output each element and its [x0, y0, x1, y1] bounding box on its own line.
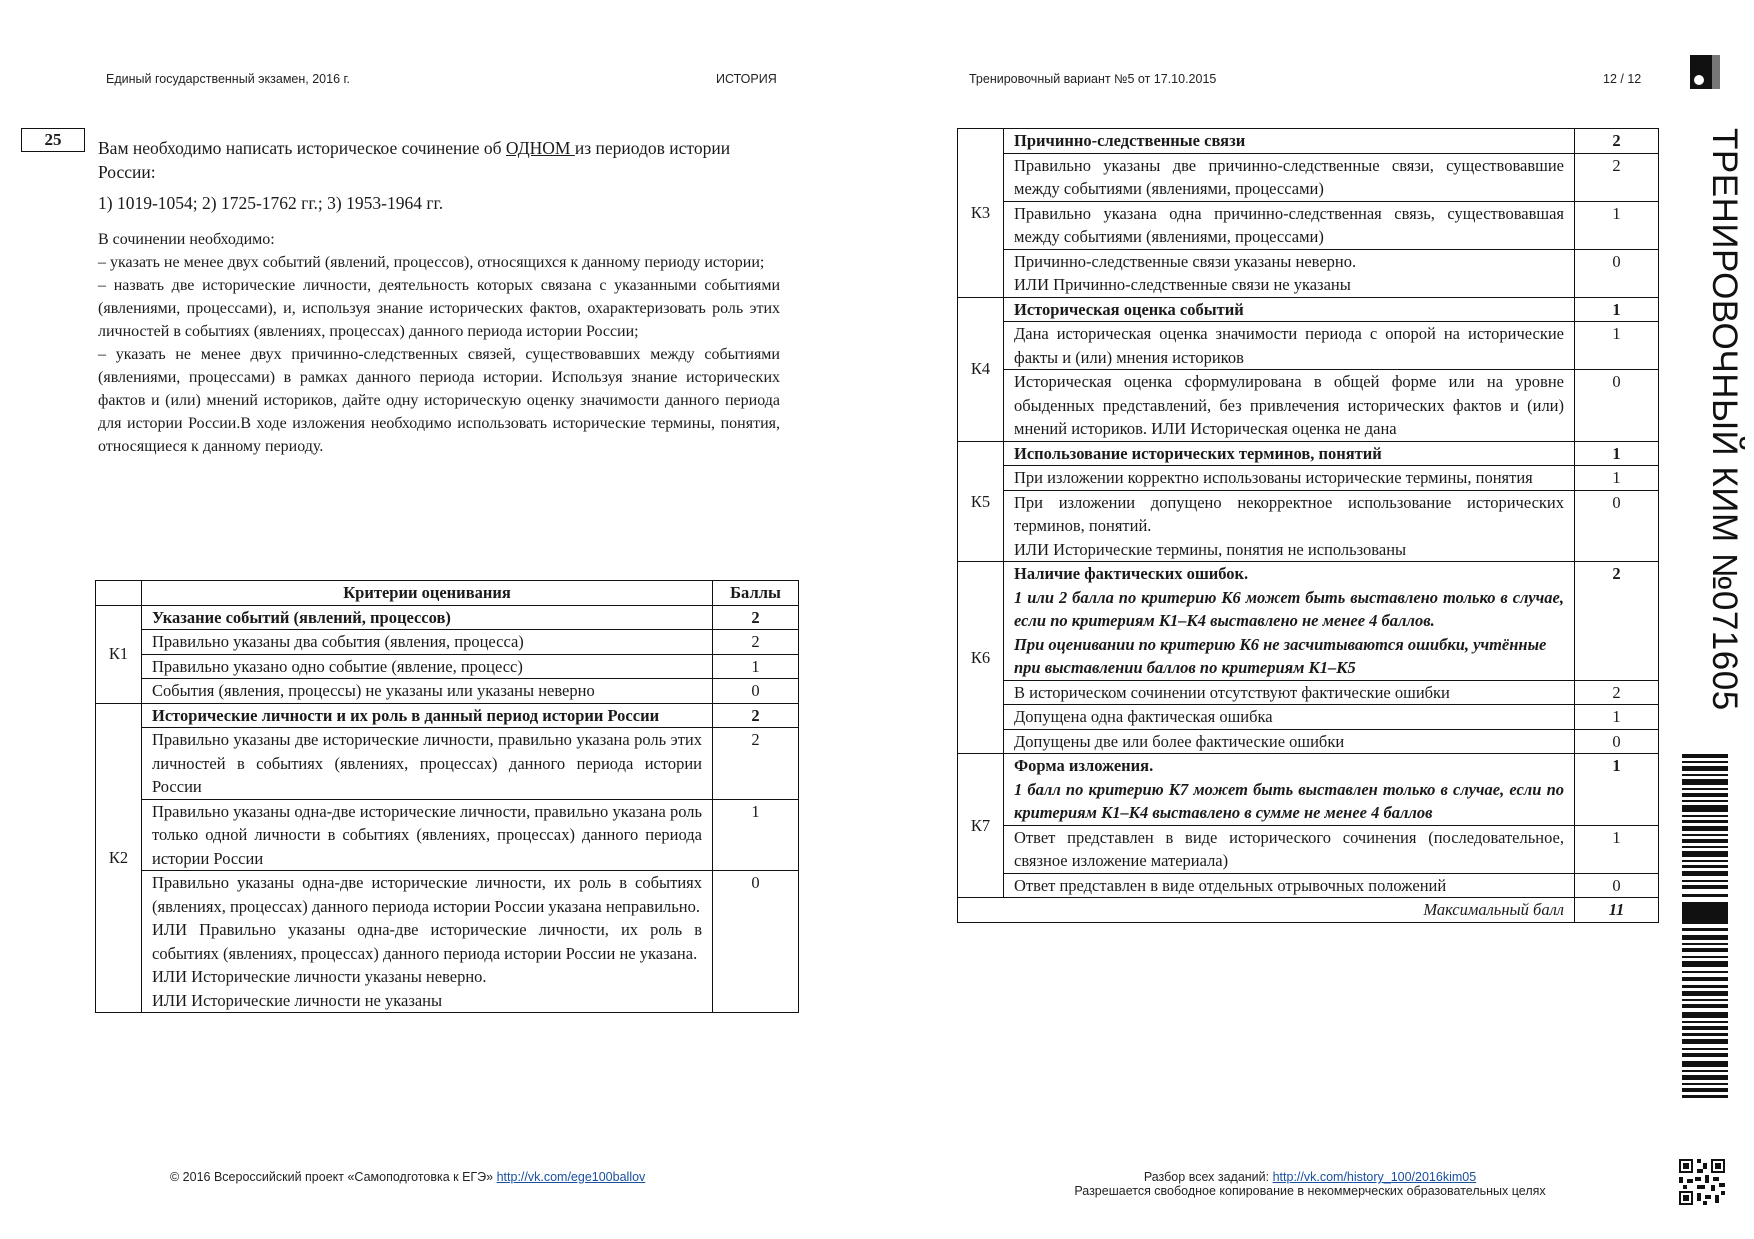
footer-left — [170, 1170, 645, 1184]
task-requirements — [98, 228, 780, 458]
criterion-description: Историческая оценка сформулирована в общей форме или на уровне обыденных представлений, без привлечения исторических фактов и (или) мнений историков. ИЛИ Историческая оценка не дана — [1004, 370, 1575, 442]
criterion-description — [142, 871, 713, 1013]
criterion-code: К2 — [96, 703, 142, 1013]
criterion-description: Допущена одна фактическая ошибка — [1004, 705, 1575, 730]
criterion-code: К6 — [958, 562, 1004, 754]
criterion-max-points: 1 — [1575, 441, 1659, 466]
criterion-description: Правильно указана одна причинно-следственная связь, существовавшая между событиями (явлениями, процессами) — [1004, 201, 1575, 249]
criterion-points: 0 — [1575, 873, 1659, 898]
criterion-code: К7 — [958, 754, 1004, 898]
table-row — [958, 729, 1659, 754]
table-row — [96, 728, 799, 800]
criterion-description: В историческом сочинении отсутствуют фактические ошибки — [1004, 680, 1575, 705]
table-row — [96, 871, 799, 1013]
total-value: 11 — [1575, 898, 1659, 923]
criterion-points: 1 — [1575, 825, 1659, 873]
criterion-title: Наличие фактических ошибок. — [1014, 564, 1249, 583]
total-label: Максимальный балл — [958, 898, 1575, 923]
criterion-description: Ответ представлен в виде исторического сочинения (последовательное, связное изложение материала) — [1004, 825, 1575, 873]
criterion-points: 0 — [1575, 370, 1659, 442]
criterion-title: Исторические личности и их роль в данный период истории России — [142, 703, 713, 728]
requirement-item: – указать не менее двух причинно-следственных связей, существовавших между событиями (явлениями, процессами) в рамках данного периода истории. Используя знание исторических фактов и (или) мнений историков, дайте одну историческую оценку значимости данного периода для истории России.В ходе изложения необходимо использовать исторические термины, понятия, относящиеся к данному периоду. — [98, 346, 780, 455]
criterion-note: 1 или 2 балла по критерию К6 может быть выставлено только в случае, если по критериям К1–К4 выставлено не менее 4 баллов. — [1014, 587, 1564, 630]
criterion-max-points: 1 — [1575, 297, 1659, 322]
table-row — [958, 129, 1659, 154]
intro-underlined: ОДНОМ — [505, 138, 575, 158]
task-statement — [98, 137, 780, 216]
table-row — [96, 654, 799, 679]
total-row — [958, 898, 1659, 923]
criterion-max-points: 1 — [1575, 754, 1659, 826]
criterion-points: 2 — [713, 728, 799, 800]
table-row — [958, 680, 1659, 705]
criterion-points: 0 — [1575, 249, 1659, 297]
table-row — [96, 630, 799, 655]
barcode-icon — [1682, 752, 1728, 1100]
criterion-points: 1 — [713, 799, 799, 871]
task-number: 25 — [21, 128, 85, 152]
table-row — [958, 249, 1659, 297]
criterion-description: События (явления, процессы) не указаны или указаны неверно — [142, 679, 713, 704]
criterion-code: К4 — [958, 297, 1004, 441]
criterion-points: 1 — [713, 654, 799, 679]
criterion-title: Указание событий (явлений, процессов) — [142, 605, 713, 630]
criterion-description: Правильно указаны две причинно-следственные связи, существовавшие между событиями (явлениями, процессами) — [1004, 153, 1575, 201]
table-row — [958, 490, 1659, 562]
criterion-title-cell — [1004, 754, 1575, 826]
table-row — [958, 466, 1659, 491]
criterion-points: 1 — [1575, 201, 1659, 249]
criterion-title: Использование исторических терминов, понятий — [1004, 441, 1575, 466]
table-row — [958, 873, 1659, 898]
intro-text-end: из периодов истории России: — [98, 138, 731, 182]
criterion-description: Правильно указаны два события (явления, процесса) — [142, 630, 713, 655]
criterion-code: К1 — [96, 605, 142, 703]
table-row — [958, 754, 1659, 826]
criterion-points: 0 — [1575, 490, 1659, 562]
description-line: Причинно-следственные связи указаны неверно. — [1014, 251, 1357, 271]
table-row — [958, 297, 1659, 322]
criterion-points: 1 — [1575, 705, 1659, 730]
table-row — [958, 705, 1659, 730]
footer-analysis — [1030, 1170, 1590, 1184]
criterion-description: При изложении корректно использованы исторические термины, понятия — [1004, 466, 1575, 491]
criterion-title: Причинно-следственные связи — [1004, 129, 1575, 154]
description-line: ИЛИ Исторические личности не указаны — [152, 990, 443, 1010]
criterion-points: 0 — [1575, 729, 1659, 754]
requirement-item: – назвать две исторические личности, деятельность которых связана с указанными событиями (явлениями, процессами), и, используя знание исторических фактов, охарактеризовать роль этих личностей в событиях (явлениях, процессах) данного периода истории России; — [98, 277, 780, 340]
table-header-criteria: Критерии оценивания — [142, 581, 713, 606]
table-row — [958, 153, 1659, 201]
vertical-title-text: ТРЕНИРОВОЧНЫЙ КИМ №071605 — [1705, 128, 1744, 711]
criterion-points: 2 — [1575, 680, 1659, 705]
task-periods: 1) 1019-1054; 2) 1725-1762 гг.; 3) 1953-1964 гг. — [98, 193, 444, 213]
criterion-max-points: 2 — [1575, 129, 1659, 154]
requirement-item: – указать не менее двух событий (явлений, процессов), относящихся к данному периоду истории; — [98, 254, 765, 271]
header-variant: Тренировочный вариант №5 от 17.10.2015 — [969, 72, 1217, 86]
criterion-max-points: 2 — [713, 703, 799, 728]
criterion-points: 0 — [713, 871, 799, 1013]
criterion-description: Допущены две или более фактические ошибки — [1004, 729, 1575, 754]
table-row — [958, 201, 1659, 249]
criterion-points: 2 — [713, 630, 799, 655]
criterion-description — [1004, 249, 1575, 297]
table-row — [96, 605, 799, 630]
footer-license-note: Разрешается свободное копирование в некоммерческих образовательных целях — [1074, 1184, 1546, 1198]
criterion-description: Ответ представлен в виде отдельных отрывочных положений — [1004, 873, 1575, 898]
criterion-note: При оценивании по критерию К6 не засчитываются ошибки, учтённые при выставлении баллов по критериям К1–К5 — [1014, 634, 1547, 677]
table-row — [96, 799, 799, 871]
footer-analysis-label: Разбор всех заданий: — [1143, 1170, 1273, 1184]
criterion-points: 2 — [1575, 153, 1659, 201]
description-line: ИЛИ Правильно указаны одна-две исторические личности, их роль в событиях (явлениях, процессах) данного периода истории России не указана. — [152, 920, 702, 963]
header-subject: ИСТОРИЯ — [716, 72, 777, 86]
criterion-max-points: 2 — [1575, 562, 1659, 681]
logo-icon — [1690, 55, 1720, 89]
criteria-table-right — [957, 128, 1659, 923]
criterion-description: Правильно указаны одна-две исторические личности, правильно указана роль только одной личности в событиях (явлениях, процессах) данного периода истории России — [142, 799, 713, 871]
description-line: ИЛИ Исторические термины, понятия не использованы — [1014, 539, 1407, 559]
side-vertical-title — [1702, 128, 1742, 718]
criterion-title: Историческая оценка событий — [1004, 297, 1575, 322]
criteria-table-left — [95, 580, 799, 1013]
criterion-note: 1 балл по критерию К7 может быть выставлен только в случае, если по критериям К1–К4 выставлено в сумме не менее 4 баллов — [1014, 779, 1564, 822]
criterion-points: 1 — [1575, 322, 1659, 370]
description-line: Правильно указаны одна-две исторические личности, их роль в событиях (явлениях, процессах) данного периода истории России указана неправильно. — [152, 873, 702, 916]
footer-link-history100[interactable]: http://vk.com/history_100/2016kim05 — [1272, 1170, 1477, 1184]
criterion-title: Форма изложения. — [1014, 756, 1154, 775]
criterion-description — [1004, 490, 1575, 562]
description-line: ИЛИ Исторические личности указаны неверно. — [152, 967, 487, 986]
criterion-code: К3 — [958, 129, 1004, 298]
criterion-title-cell — [1004, 562, 1575, 681]
criterion-description: Правильно указаны две исторические личности, правильно указана роль этих личностей в событиях (явлениях, процессах) данного периода истории России — [142, 728, 713, 800]
table-header-points: Баллы — [713, 581, 799, 606]
description-line: При изложении допущено некорректное использование исторических терминов, понятий. — [1014, 492, 1564, 535]
criterion-description: Правильно указано одно событие (явление, процесс) — [142, 654, 713, 679]
criterion-description: Дана историческая оценка значимости периода с опорой на исторические факты и (или) мнения историков — [1004, 322, 1575, 370]
table-row — [958, 370, 1659, 442]
task-intro — [98, 137, 780, 184]
table-row — [958, 441, 1659, 466]
footer-right — [1030, 1170, 1590, 1198]
criterion-max-points: 2 — [713, 605, 799, 630]
footer-copyright: © 2016 Всероссийский проект «Самоподготовка к ЕГЭ» — [170, 1170, 497, 1184]
description-line: ИЛИ Причинно-следственные связи не указаны — [1014, 275, 1351, 294]
requirements-title: В сочинении необходимо: — [98, 231, 275, 248]
criterion-points: 0 — [713, 679, 799, 704]
qr-code-icon — [1677, 1157, 1727, 1207]
intro-text: Вам необходимо написать историческое сочинение об — [98, 138, 506, 158]
criterion-code: К5 — [958, 441, 1004, 562]
table-row — [96, 679, 799, 704]
table-row — [958, 322, 1659, 370]
header-page-number: 12 / 12 — [1603, 72, 1642, 86]
footer-link-ege100ballov[interactable]: http://vk.com/ege100ballov — [496, 1170, 646, 1184]
table-row — [958, 825, 1659, 873]
criterion-points: 1 — [1575, 466, 1659, 491]
table-row — [958, 562, 1659, 681]
header-exam-title: Единый государственный экзамен, 2016 г. — [106, 72, 351, 86]
table-header-row — [96, 581, 799, 606]
table-row — [96, 703, 799, 728]
table-header-empty — [96, 581, 142, 606]
